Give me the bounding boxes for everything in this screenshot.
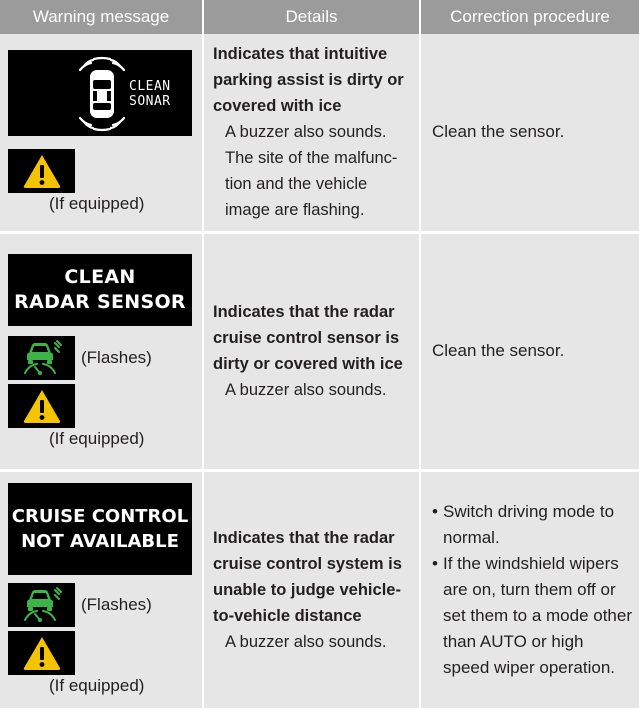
table-row [0, 232, 639, 470]
bullet-dot-icon: • [432, 501, 438, 521]
warning-triangle-icon [22, 153, 62, 189]
master-warning-indicator [8, 631, 75, 675]
details-bold-line: Indicates that the radar [213, 303, 395, 321]
clean-sonar-display [8, 50, 192, 136]
radar-cruise-indicator-icon [21, 586, 63, 624]
details-text-line: A buzzer also sounds. [225, 381, 387, 399]
table-row [0, 470, 639, 708]
details-bold-line: parking assist is dirty or [213, 71, 404, 90]
correction-text: Clean the sensor. [432, 341, 565, 360]
header-details: Details [203, 0, 420, 34]
details-text-line: tion and the vehicle [225, 175, 368, 194]
details-bold-line: covered with ice [213, 97, 342, 116]
display-line: SONAR [129, 94, 171, 110]
header-warning-message: Warning message [0, 0, 203, 34]
cruise-control-not-available-display [8, 483, 192, 575]
details-bold-line: unable to judge vehicle- [213, 580, 401, 599]
parking-sensor-car-icon [72, 56, 132, 132]
correction-bullet-line: than AUTO or high [443, 631, 584, 651]
correction-cell [420, 34, 639, 232]
correction-text: Clean the sensor. [432, 122, 565, 142]
display-line: RADAR SENSOR [14, 290, 186, 313]
correction-bullet-line: normal. [443, 527, 500, 547]
master-warning-indicator [8, 149, 75, 193]
warning-message-cell [0, 470, 203, 708]
bullet-dot-icon: • [432, 553, 438, 573]
correction-cell [420, 232, 639, 470]
details-cell [203, 470, 420, 708]
if-equipped-note: (If equipped) [49, 194, 145, 214]
clean-radar-sensor-display [8, 254, 192, 326]
radar-cruise-indicator-icon [21, 339, 63, 377]
details-text-line: A buzzer also sounds. [225, 123, 387, 142]
display-line: CLEAN [129, 79, 171, 95]
flashes-label: (Flashes) [81, 595, 152, 615]
display-line: NOT AVAILABLE [21, 531, 179, 553]
warning-message-cell [0, 232, 203, 470]
details-text-line: A buzzer also sounds. [225, 632, 387, 651]
table-header-row [0, 0, 639, 34]
correction-bullet [432, 499, 633, 551]
display-line: CRUISE CONTROL [11, 506, 189, 528]
warning-message-cell [0, 34, 203, 232]
if-equipped-note: (If equipped) [49, 676, 145, 696]
header-correction-procedure: Correction procedure [420, 0, 639, 34]
table-row [0, 34, 639, 232]
correction-cell [420, 470, 639, 708]
details-cell [203, 34, 420, 232]
correction-bullet-line: set them to a mode other [443, 605, 632, 625]
details-bold-line: cruise control system is [213, 554, 402, 573]
warning-triangle-icon [22, 388, 62, 424]
details-text-line: The site of the malfunc- [225, 149, 398, 168]
cruise-indicator-row [8, 336, 202, 380]
details-bold-line: Indicates that intuitive [213, 45, 388, 64]
details-text-line: image are flashing. [225, 201, 365, 220]
cruise-indicator-row [8, 583, 202, 627]
correction-bullet-line: If the windshield wipers [443, 553, 619, 573]
correction-bullet [432, 551, 633, 681]
radar-cruise-indicator [8, 583, 75, 627]
correction-bullet-line: Switch driving mode to [443, 501, 615, 521]
details-bold-line: dirty or covered with ice [213, 355, 403, 373]
radar-cruise-indicator [8, 336, 75, 380]
display-line: CLEAN [64, 265, 136, 288]
clean-sonar-text [129, 79, 171, 109]
correction-bullet-line: are on, turn them off or [443, 579, 616, 599]
warning-triangle-icon [22, 635, 62, 671]
details-bold-line: cruise control sensor is [213, 329, 400, 347]
details-cell [203, 232, 420, 470]
flashes-label: (Flashes) [81, 347, 152, 367]
if-equipped-note: (If equipped) [49, 428, 145, 448]
details-bold-line: to-vehicle distance [213, 606, 362, 625]
details-bold-line: Indicates that the radar [213, 528, 395, 547]
correction-bullet-line: speed wiper operation. [443, 657, 616, 677]
master-warning-indicator [8, 384, 75, 428]
